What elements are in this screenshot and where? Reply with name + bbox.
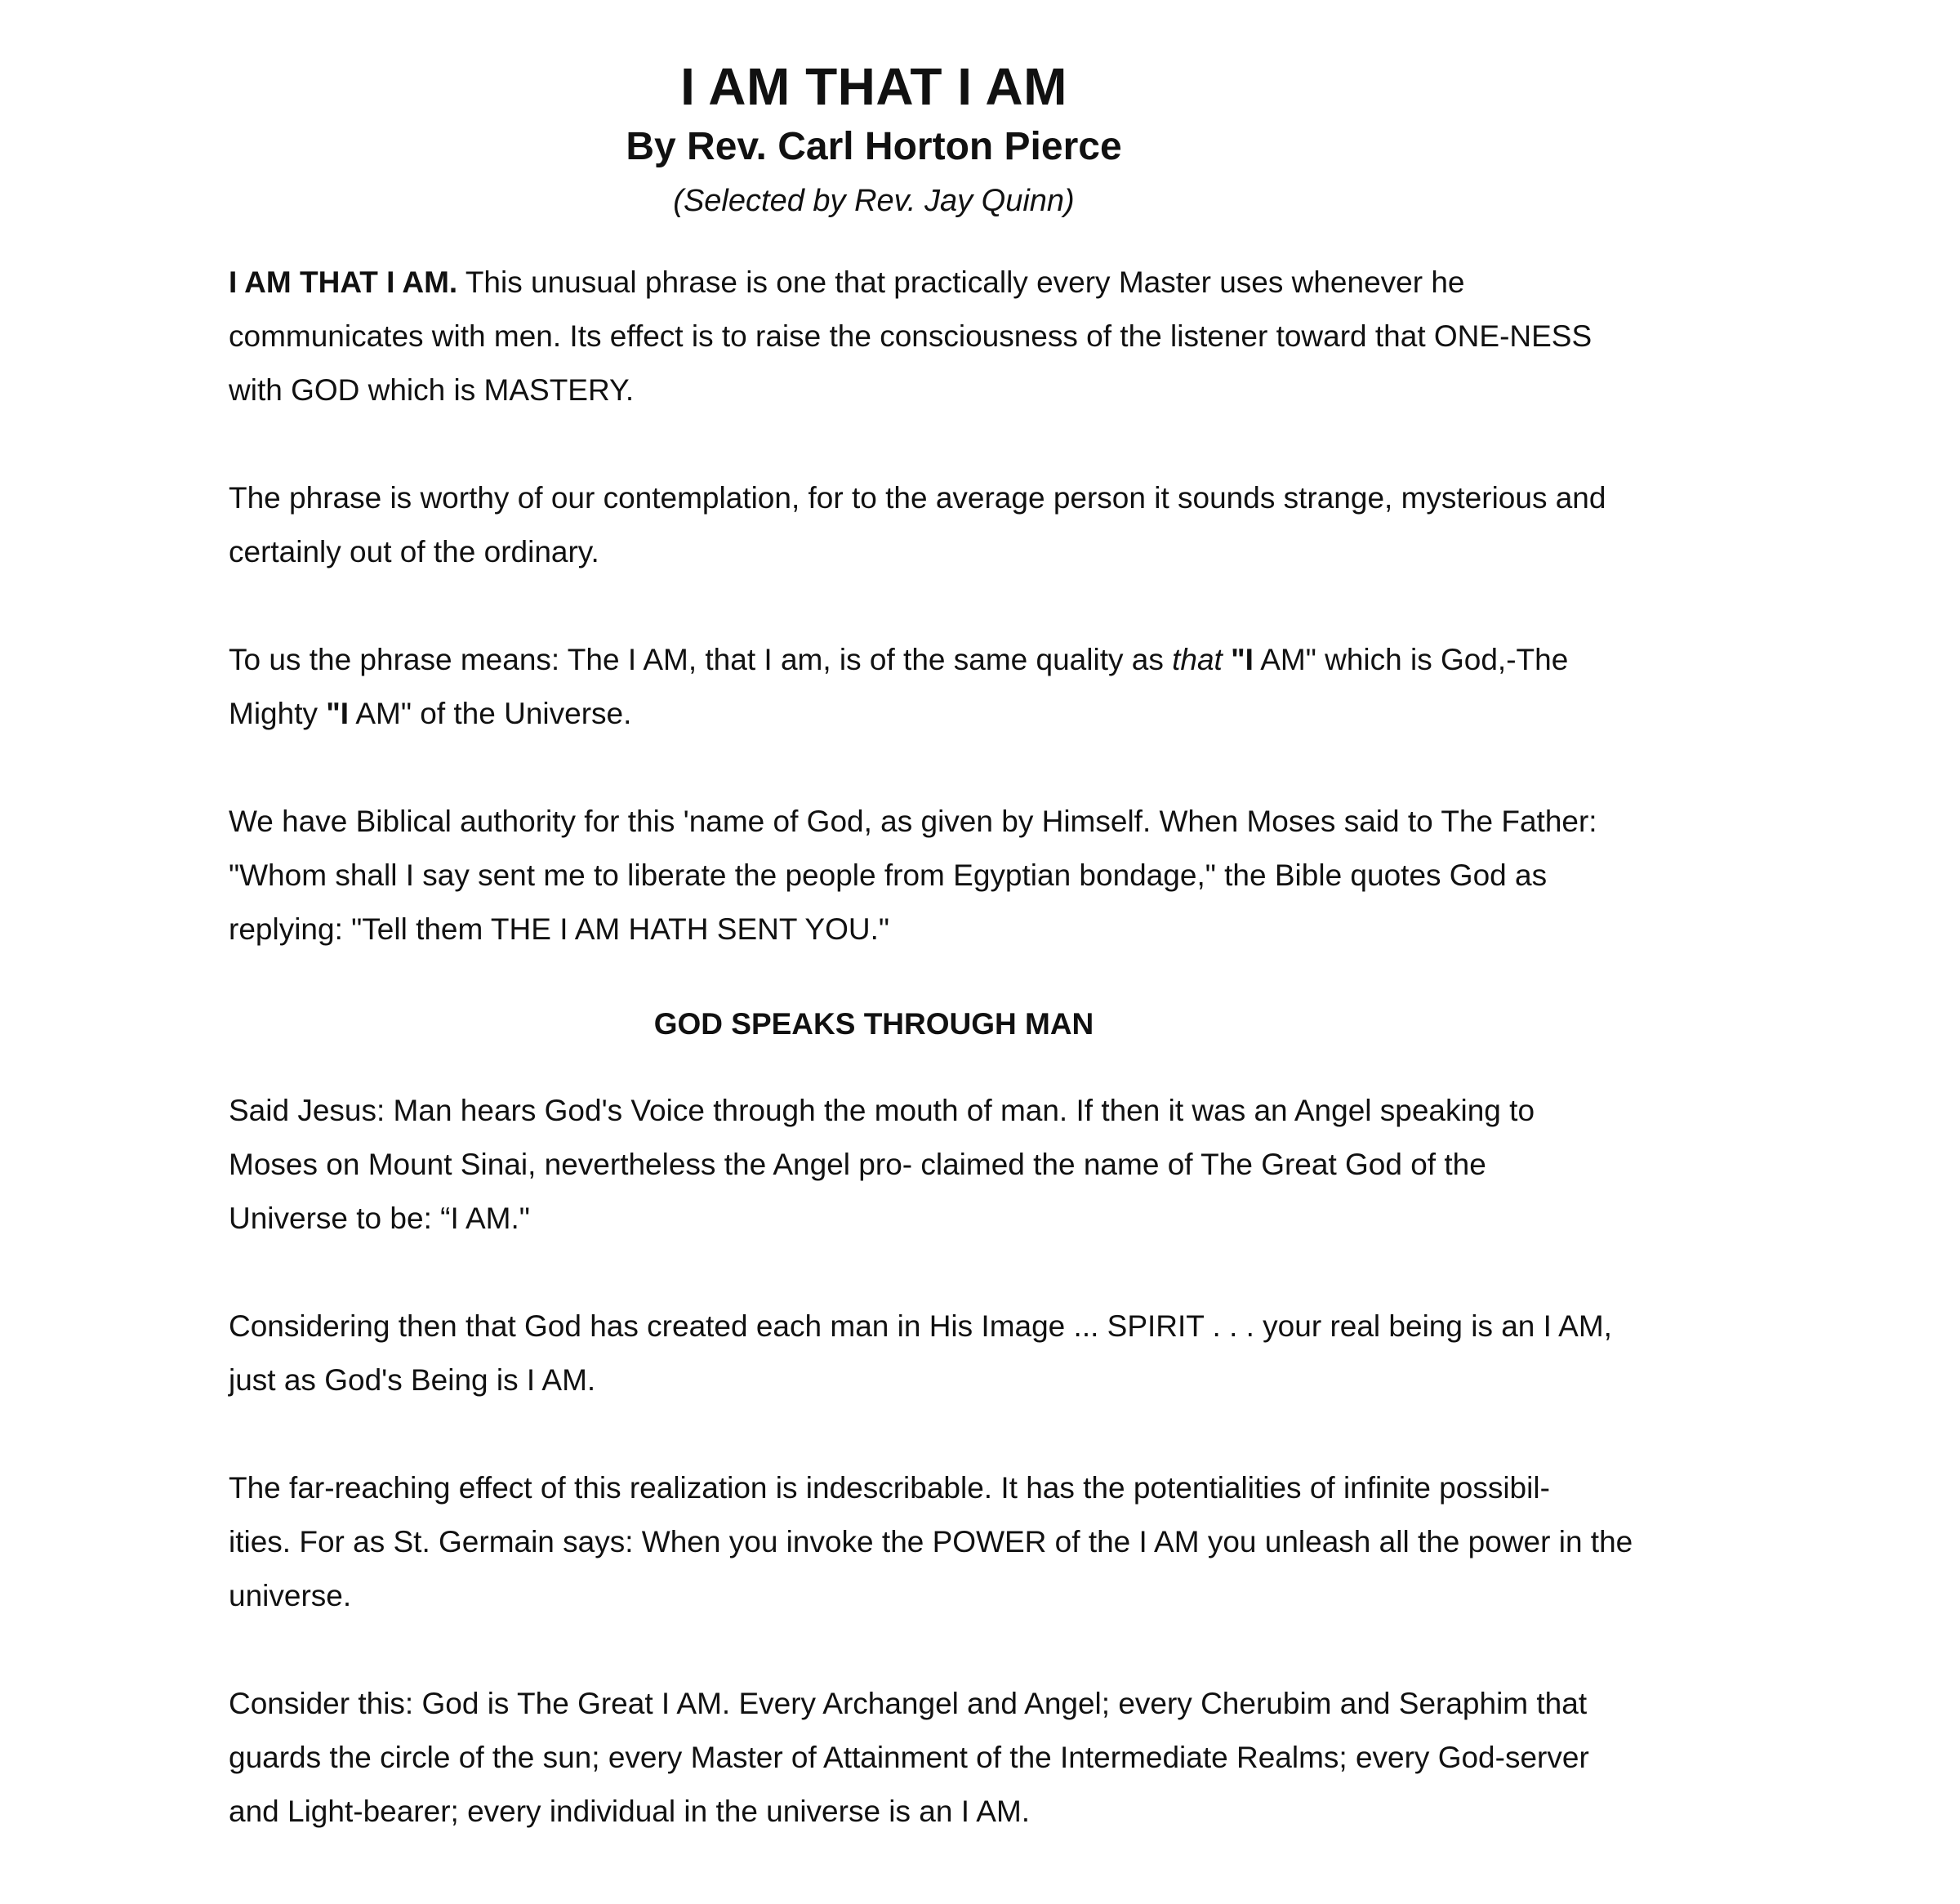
paragraph-line: Universe to be: “I AM." [229, 1201, 530, 1235]
lead-phrase: I AM THAT I AM. [229, 265, 458, 299]
paragraph-1 [229, 256, 1764, 417]
paragraph-line [229, 687, 1764, 741]
document-page [229, 57, 1764, 1893]
paragraph-line: Considering then that God has created each man in His Image ... SPIRIT . . . your real being is an I AM, [229, 1309, 1612, 1343]
document-header [229, 57, 1519, 221]
paragraph-7 [229, 1461, 1764, 1623]
paragraph-3 [229, 633, 1764, 741]
emphasis-text: that [1172, 642, 1223, 676]
paragraph-2 [229, 471, 1764, 579]
paragraph-line: ities. For as St. Germain says: When you invoke the POWER of the I AM you unleash all the power in the [229, 1524, 1633, 1558]
paragraph-line: communicates with men. Its effect is to raise the consciousness of the listener toward that ONE-NESS [229, 319, 1592, 353]
paragraph-line: certainly out of the ordinary. [229, 534, 599, 569]
author-byline: By Rev. Carl Horton Pierce [626, 124, 1122, 168]
paragraph-line: The phrase is worthy of our contemplation, for to the average person it sounds strange, mysterious and [229, 480, 1606, 515]
document-body [229, 256, 1764, 1839]
line-text: To us the phrase means: The I AM, that I am, is of the same quality as [229, 642, 1173, 676]
paragraph-line: Said Jesus: Man hears God's Voice through the mouth of man. If then it was an Angel speaking to [229, 1093, 1535, 1127]
paragraph-line: with GOD which is MASTERY. [229, 372, 635, 407]
section-heading: GOD SPEAKS THROUGH MAN [653, 1006, 1094, 1041]
paragraph-line: just as God's Being is I AM. [229, 1362, 596, 1397]
paragraph-line: "Whom shall I say sent me to liberate the people from Egyptian bondage," the Bible quotes God as [229, 858, 1548, 892]
paragraph-line: universe. [229, 1578, 352, 1612]
line-text: AM" of the Universe. [349, 696, 632, 730]
selected-by-note: (Selected by Rev. Jay Quinn) [673, 183, 1075, 218]
paragraph-line: We have Biblical authority for this 'name of God, as given by Himself. When Moses said to The Father: [229, 804, 1597, 838]
paragraph-line: and Light-bearer; every individual in the universe is an I AM. [229, 1794, 1031, 1828]
quoted-i: "I [1222, 642, 1254, 676]
paragraph-line: Consider this: God is The Great I AM. Every Archangel and Angel; every Cherubim and Seraphim that [229, 1686, 1588, 1720]
quoted-i: "I [326, 696, 350, 730]
line-text: AM" which is God,-The [1253, 642, 1569, 676]
paragraph-6 [229, 1300, 1764, 1407]
line-text: Mighty [229, 696, 327, 730]
paragraph-8 [229, 1677, 1764, 1839]
paragraph-line: The far-reaching effect of this realization is indescribable. It has the potentialities of infinite possibil- [229, 1470, 1550, 1505]
paragraph-line [229, 633, 1764, 687]
line-text: This unusual phrase is one that practically every Master uses whenever he [457, 265, 1465, 299]
paragraph-4 [229, 795, 1764, 956]
document-title: I AM THAT I AM [680, 57, 1067, 116]
paragraph-line [229, 256, 1764, 310]
paragraph-5 [229, 1084, 1764, 1246]
paragraph-line: replying: "Tell them THE I AM HATH SENT YOU." [229, 912, 889, 946]
paragraph-line: Moses on Mount Sinai, nevertheless the Angel pro- claimed the name of The Great God of the [229, 1147, 1486, 1181]
paragraph-line: guards the circle of the sun; every Master of Attainment of the Intermediate Realms; every God-server [229, 1740, 1589, 1774]
